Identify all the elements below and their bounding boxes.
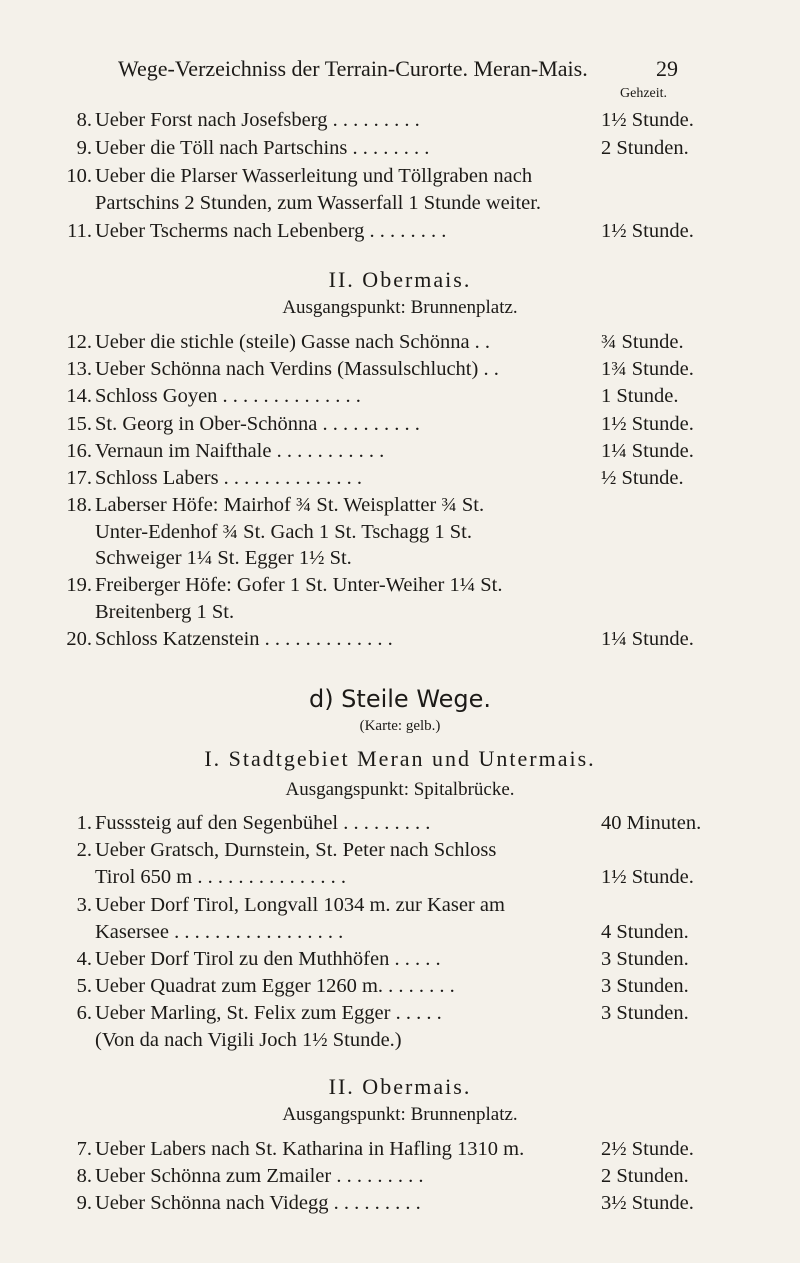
item-text: Freiberger Höfe: Gofer 1 St. Unter-Weiher 1¼ St. (95, 574, 503, 596)
item-duration: 2½ Stunde. (601, 1138, 694, 1160)
section-heading: II. Obermais. (328, 267, 472, 292)
item-duration: 1½ Stunde. (601, 109, 694, 131)
item-duration: 3 Stunden. (601, 1002, 689, 1024)
item-text: Kasersee . . . . . . . . . . . . . . . . . (95, 921, 344, 943)
item-text: Tirol 650 m . . . . . . . . . . . . . . . (95, 866, 346, 888)
item-number: 7. (76, 1138, 92, 1160)
item-text: Fusssteig auf den Segenbühel . . . . . . . . . (95, 812, 431, 834)
item-duration: 3½ Stunde. (601, 1192, 694, 1214)
item-duration: 1½ Stunde. (601, 413, 694, 435)
map-note: (Karte: gelb.) (359, 718, 441, 734)
section-start-point: Ausgangspunkt: Brunnenplatz. (282, 297, 518, 318)
item-number: 8. (76, 109, 92, 131)
running-head (118, 56, 678, 82)
item-number: 1. (76, 812, 92, 834)
item-duration: 1½ Stunde. (601, 220, 694, 242)
item-text: Ueber Quadrat zum Egger 1260 m. . . . . . . . (95, 975, 455, 997)
item-text: Schloss Katzenstein . . . . . . . . . . . . . (95, 628, 393, 650)
item-number: 13. (66, 358, 92, 380)
item-duration: ½ Stunde. (601, 467, 684, 489)
item-duration: 3 Stunden. (601, 975, 689, 997)
item-duration: 1½ Stunde. (601, 866, 694, 888)
item-number: 20. (66, 628, 92, 650)
item-text: Breitenberg 1 St. (95, 601, 235, 623)
item-duration: 2 Stunden. (601, 137, 689, 159)
gehzeit-column-label: Gehzeit. (620, 86, 668, 101)
item-text: St. Georg in Ober-Schönna . . . . . . . . . . (95, 413, 420, 435)
item-duration: ¾ Stunde. (601, 331, 684, 353)
item-text: Schloss Goyen . . . . . . . . . . . . . . (95, 385, 361, 407)
item-number: 17. (66, 467, 92, 489)
item-duration: 40 Minuten. (601, 812, 702, 834)
item-number: 8. (76, 1165, 92, 1187)
item-text: Ueber die Töll nach Partschins . . . . . . . . (95, 137, 430, 159)
item-number: 16. (66, 440, 92, 462)
item-text: Ueber Dorf Tirol, Longvall 1034 m. zur Kaser am (95, 894, 505, 916)
item-text: Ueber die Plarser Wasserleitung und Töllgraben nach (95, 165, 533, 187)
item-number: 3. (76, 894, 92, 916)
section-heading: I. Stadtgebiet Meran und Untermais. (204, 746, 596, 771)
item-duration: 1¾ Stunde. (601, 358, 694, 380)
item-text: Ueber Gratsch, Durnstein, St. Peter nach Schloss (95, 839, 497, 861)
item-number: 9. (76, 1192, 92, 1214)
item-number: 18. (66, 494, 92, 516)
item-text: (Von da nach Vigili Joch 1½ Stunde.) (95, 1029, 402, 1051)
item-number: 15. (66, 413, 92, 435)
item-text: Ueber Schönna nach Verdins (Massulschlucht) . . (95, 358, 499, 380)
item-text: Schweiger 1¼ St. Egger 1½ St. (95, 547, 352, 569)
chapter-heading: d) Steile Wege. (308, 685, 492, 713)
item-duration: 3 Stunden. (601, 948, 689, 970)
item-number: 5. (76, 975, 92, 997)
item-number: 19. (66, 574, 92, 596)
item-text: Partschins 2 Stunden, zum Wasserfall 1 Stunde weiter. (95, 192, 542, 214)
item-duration: 4 Stunden. (601, 921, 689, 943)
item-number: 10. (66, 165, 92, 187)
item-number: 14. (66, 385, 92, 407)
item-text: Ueber Marling, St. Felix zum Egger . . . . . (95, 1002, 442, 1024)
item-text: Ueber die stichle (steile) Gasse nach Schönna . . (95, 331, 491, 353)
item-text: Ueber Labers nach St. Katharina in Hafling 1310 m. (95, 1138, 525, 1160)
item-text: Ueber Forst nach Josefsberg . . . . . . . . . (95, 109, 420, 131)
item-duration: 2 Stunden. (601, 1165, 689, 1187)
item-duration: 1¼ Stunde. (601, 628, 694, 650)
item-number: 11. (67, 220, 92, 242)
item-text: Ueber Schönna nach Videgg . . . . . . . . . (95, 1192, 421, 1214)
item-duration: 1 Stunde. (601, 385, 679, 407)
item-number: 2. (76, 839, 92, 861)
item-text: Ueber Dorf Tirol zu den Muthhöfen . . . . . (95, 948, 441, 970)
section-heading: II. Obermais. (328, 1074, 472, 1099)
item-text: Ueber Tscherms nach Lebenberg . . . . . . . . (95, 220, 447, 242)
item-number: 9. (76, 137, 92, 159)
section-start-point: Ausgangspunkt: Brunnenplatz. (282, 1104, 518, 1125)
item-number: 6. (76, 1002, 92, 1024)
item-text: Schloss Labers . . . . . . . . . . . . . . (95, 467, 363, 489)
running-title: Wege-Verzeichniss der Terrain-Curorte. Meran-Mais. (118, 56, 588, 81)
item-number: 12. (66, 331, 92, 353)
item-number: 4. (76, 948, 92, 970)
section-start-point: Ausgangspunkt: Spitalbrücke. (285, 779, 515, 800)
item-duration: 1¼ Stunde. (601, 440, 694, 462)
page-number: 29 (656, 56, 678, 81)
item-text: Ueber Schönna zum Zmailer . . . . . . . . . (95, 1165, 424, 1187)
item-text: Laberser Höfe: Mairhof ¾ St. Weisplatter ¾ St. (95, 494, 485, 516)
item-text: Vernaun im Naifthale . . . . . . . . . . . (95, 440, 385, 462)
item-text: Unter-Edenhof ¾ St. Gach 1 St. Tschagg 1 St. (95, 521, 472, 543)
